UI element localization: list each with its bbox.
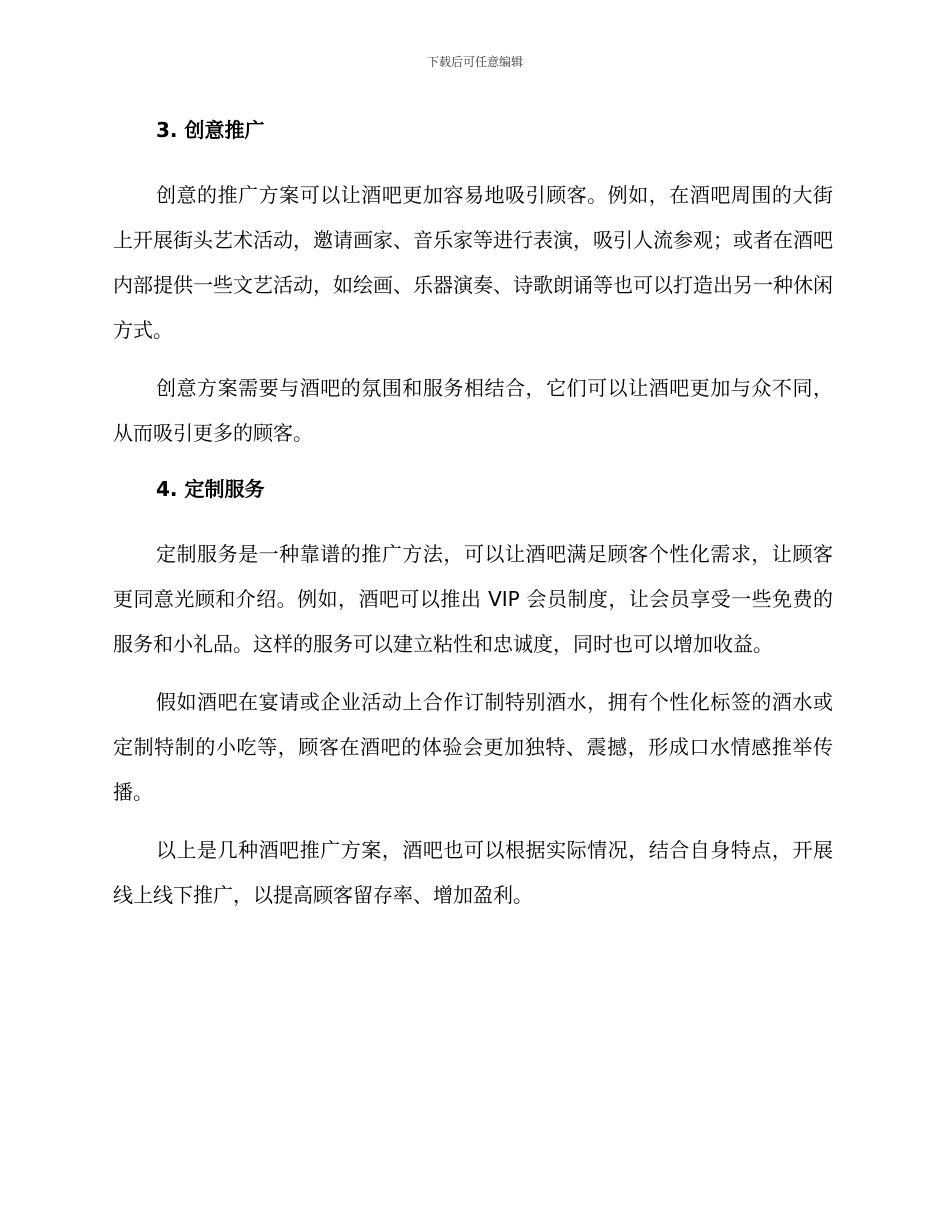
paragraph-creative-combine: 创意方案需要与酒吧的氛围和服务相结合，它们可以让酒吧更加与众不同，从而吸引更多的顾客。 [113, 376, 833, 445]
paragraph-conclusion: 以上是几种酒吧推广方案，酒吧也可以根据实际情况，结合自身特点，开展线上线下推广，以提高顾客留存率、增加盈利。 [113, 838, 833, 907]
section-heading-creative-promotion: 3. 创意推广 [156, 118, 265, 142]
paragraph-custom-intro: 定制服务是一种靠谱的推广方法，可以让酒吧满足顾客个性化需求，让顾客更同意光顾和介绍。例如，酒吧可以推出 VIP 会员制度，让会员享受一些免费的服务和小礼品。这样的服务可以建立粘性和忠诚度，同时也可以增加收益。 [113, 542, 833, 656]
paragraph-creative-intro: 创意的推广方案可以让酒吧更加容易地吸引顾客。例如，在酒吧周围的大街上开展街头艺术活动，邀请画家、音乐家等进行表演，吸引人流参观；或者在酒吧内部提供一些文艺活动，如绘画、乐器演奏、诗歌朗诵等也可以打造出另一种休闲方式。 [113, 183, 833, 342]
document-body [113, 110, 833, 918]
page-header: 下载后可任意编辑 [426, 55, 523, 69]
section-heading-custom-service: 4. 定制服务 [156, 477, 265, 501]
paragraph-custom-example: 假如酒吧在宴请或企业活动上合作订制特别酒水，拥有个性化标签的酒水或定制特制的小吃等，顾客在酒吧的体验会更加独特、震撼，形成口水情感推举传播。 [113, 690, 833, 804]
